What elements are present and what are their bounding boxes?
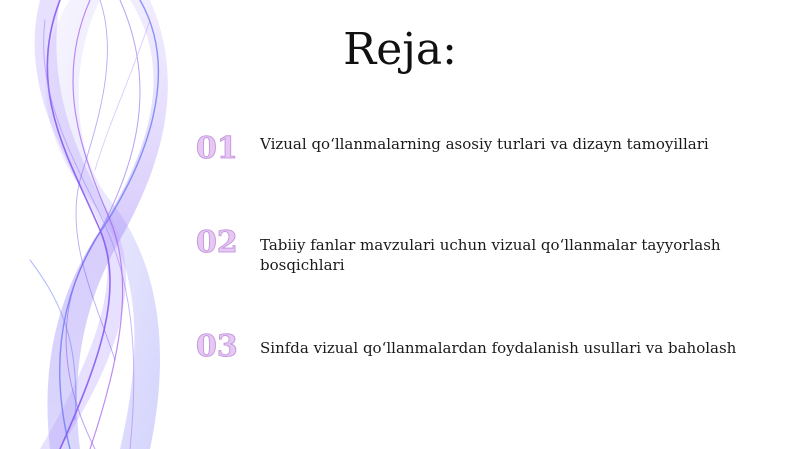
item-number: 02 — [196, 225, 238, 260]
item-text: Vizual qo‘llanmalarning asosiy turlari va dizayn tamoyillari — [260, 135, 709, 153]
item-number: 01 — [196, 131, 238, 166]
slide-title: Reja: — [343, 24, 457, 75]
item-number: 03 — [196, 329, 238, 364]
decorative-wave-ribbon — [0, 0, 200, 449]
item-text: Sinfda vizual qo‘llanmalardan foydalanish usullari va baholash — [260, 339, 737, 357]
item-text: Tabiiy fanlar mavzulari uchun vizual qo‘llanmalar tayyorlash bosqichlari — [260, 236, 721, 274]
